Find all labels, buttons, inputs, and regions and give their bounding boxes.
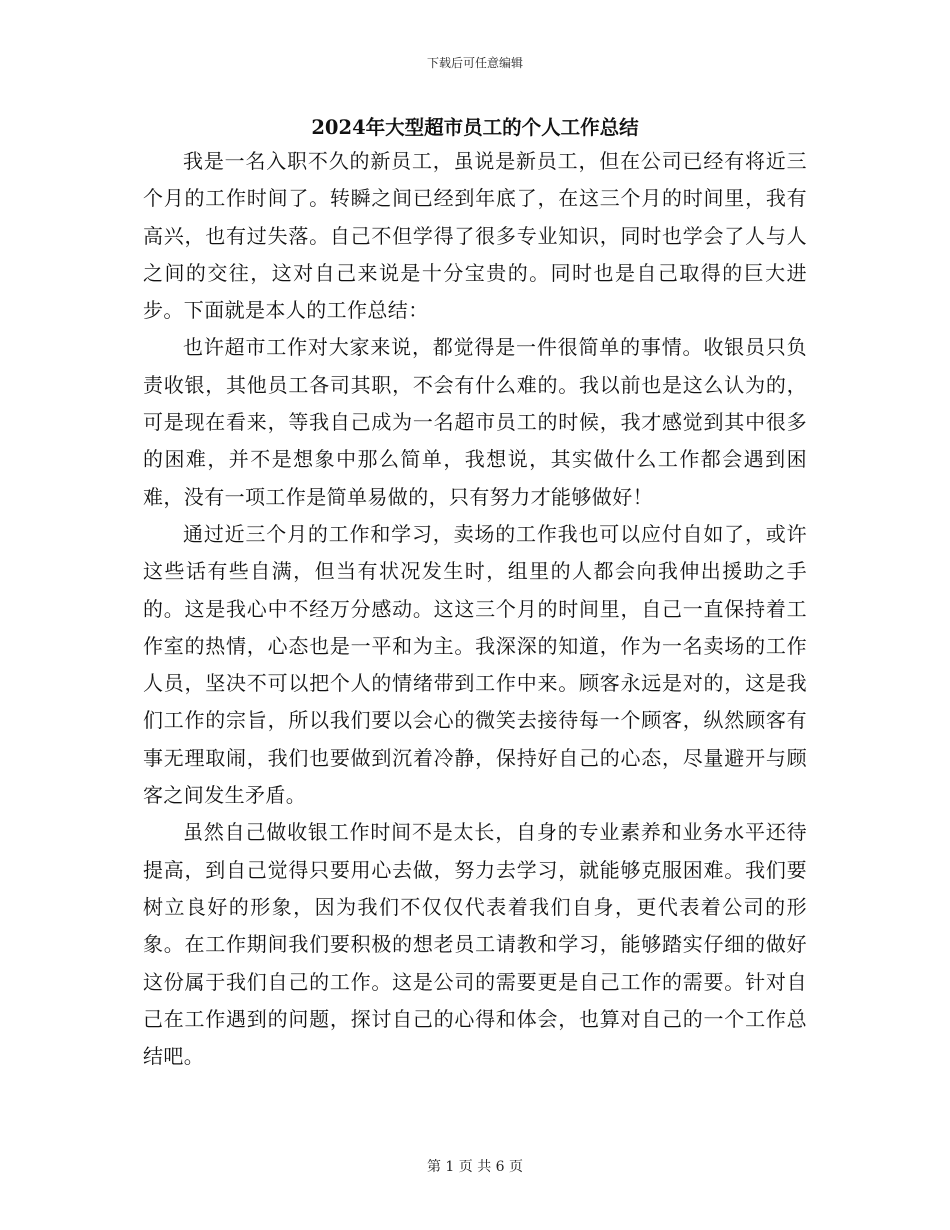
document-title: 2024年大型超市员工的个人工作总结 [311,116,639,139]
paragraph-2: 也许超市工作对大家来说，都觉得是一件很简单的事情。收银员只负责收银，其他员工各司其职，不会有什么难的。我以前也是这么认为的，可是现在看来，等我自己成为一名超市员工的时候，我才感觉到其中很多的困难，并不是想象中那么简单，我想说，其实做什么工作都会遇到困难，没有一项工作是简单易做的，只有努力才能够做好！ [143,335,807,509]
paragraph-3: 通过近三个月的工作和学习，卖场的工作我也可以应付自如了，或许这些话有些自满，但当有状况发生时，组里的人都会向我伸出援助之手的。这是我心中不经万分感动。这这三个月的时间里，自己一直保持着工作室的热情，心态也是一平和为主。我深深的知道，作为一名卖场的工作人员，坚决不可以把个人的情绪带到工作中来。顾客永远是对的，这是我们工作的宗旨，所以我们要以会心的微笑去接待每一个顾客，纵然顾客有事无理取闹，我们也要做到沉着冷静，保持好自己的心态，尽量避开与顾客之间发生矛盾。 [143,521,807,808]
document-body [143,143,807,1075]
paragraph-4: 虽然自己做收银工作时间不是太长，自身的专业素养和业务水平还待提高，到自己觉得只要用心去做，努力去学习，就能够克服困难。我们要树立良好的形象，因为我们不仅仅代表着我们自身，更代表着公司的形象。在工作期间我们要积极的想老员工请教和学习，能够踏实仔细的做好这份属于我们自己的工作。这是公司的需要更是自己工作的需要。针对自己在工作遇到的问题，探讨自己的心得和体会，也算对自己的一个工作总结吧。 [143,820,807,1069]
header-note: 下载后可任意编辑 [426,56,523,70]
paragraph-1: 我是一名入职不久的新员工，虽说是新员工，但在公司已经有将近三个月的工作时间了。转瞬之间已经到年底了，在这三个月的时间里，我有高兴，也有过失落。自己不但学得了很多专业知识，同时也学会了人与人之间的交往，这对自己来说是十分宝贵的。同时也是自己取得的巨大进步。下面就是本人的工作总结： [143,149,807,323]
page-number: 第 1 页 共 6 页 [426,1159,524,1175]
